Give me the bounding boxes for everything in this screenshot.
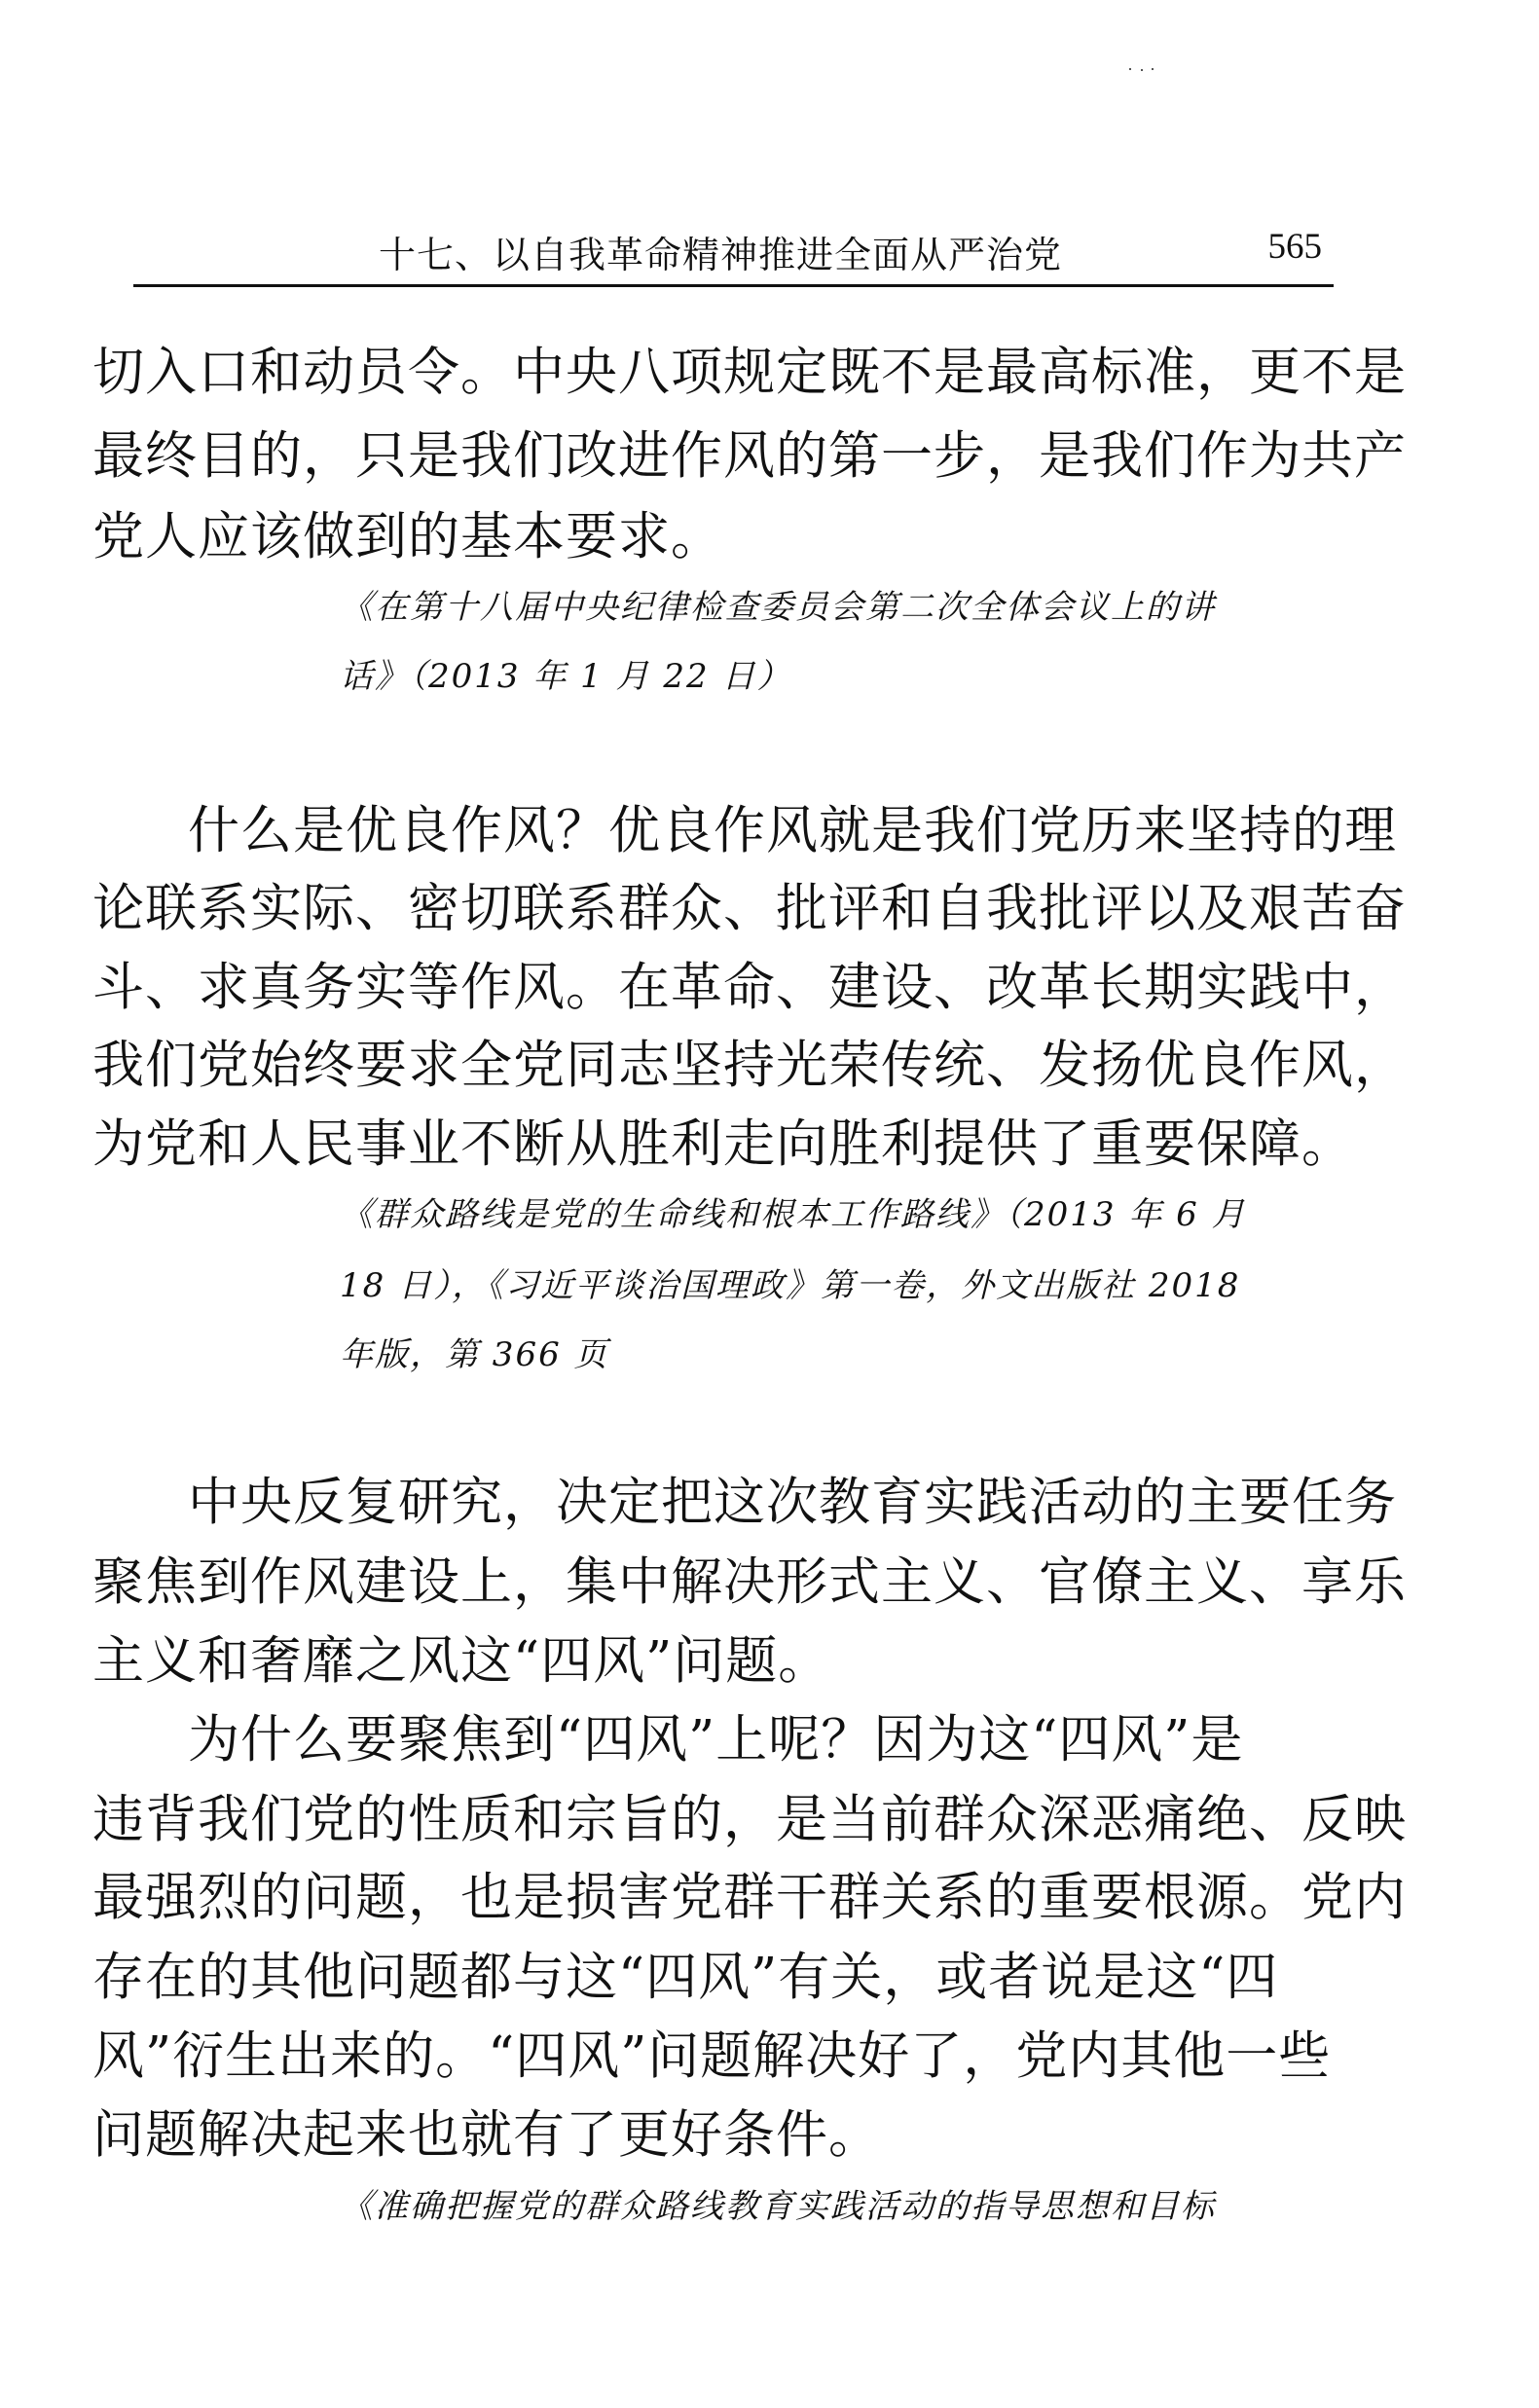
body-line: 什么是优良作风？优良作风就是我们党历来坚持的理 xyxy=(188,801,1397,860)
running-header xyxy=(133,219,1334,287)
source-citation-line: 话》（2013 年 1 月 22 日） xyxy=(340,657,792,696)
body-line: 违背我们党的性质和宗旨的，是当前群众深恶痛绝、反映 xyxy=(92,1790,1407,1849)
body-line: 我们党始终要求全党同志坚持光荣传统、发扬优良作风， xyxy=(92,1036,1407,1095)
body-line: 风”衍生出来的。“四风”问题解决好了，党内其他一些 xyxy=(92,2026,1332,2086)
body-line: 为党和人民事业不断从胜利走向胜利提供了重要保障。 xyxy=(92,1114,1354,1174)
body-line: 为什么要聚焦到“四风”上呢？因为这“四风”是 xyxy=(188,1710,1244,1770)
body-line: 聚焦到作风建设上，集中解决形式主义、官僚主义、享乐 xyxy=(92,1552,1407,1612)
header-title: 十七、以自我革命精神推进全面从严治党 xyxy=(379,234,1063,276)
source-citation-line: 年版，第 366 页 xyxy=(340,1335,609,1374)
source-citation-line: 18 日），《习近平谈治国理政》第一卷，外文出版社 2018 xyxy=(340,1266,1241,1305)
body-line: 斗、求真务实等作风。在革命、建设、改革长期实践中， xyxy=(92,958,1407,1017)
scan-marks xyxy=(1129,68,1188,78)
body-line: 存在的其他问题都与这“四风”有关，或者说是这“四 xyxy=(92,1948,1279,2007)
body-line: 中央反复研究，决定把这次教育实践活动的主要任务 xyxy=(188,1473,1397,1532)
body-line: 切入口和动员令。中央八项规定既不是最高标准，更不是 xyxy=(92,343,1407,402)
body-line: 党人应该做到的基本要求。 xyxy=(92,507,723,566)
body-line: 主义和奢靡之风这“四风”问题。 xyxy=(92,1631,831,1691)
source-citation-line: 《在第十八届中央纪律检查委员会第二次全体会议上的讲 xyxy=(340,588,1216,627)
source-citation-line: 《准确把握党的群众路线教育实践活动的指导思想和目标 xyxy=(340,2187,1216,2226)
body-line: 问题解决起来也就有了更好条件。 xyxy=(92,2105,881,2165)
page-number: 565 xyxy=(1267,227,1322,267)
body-line: 最终目的，只是我们改进作风的第一步，是我们作为共产 xyxy=(92,426,1407,486)
body-line: 最强烈的问题，也是损害党群干群关系的重要根源。党内 xyxy=(92,1868,1407,1927)
source-citation-line: 《群众路线是党的生命线和根本工作路线》（2013 年 6 月 xyxy=(340,1195,1247,1234)
body-line: 论联系实际、密切联系群众、批评和自我批评以及艰苦奋 xyxy=(92,879,1407,938)
